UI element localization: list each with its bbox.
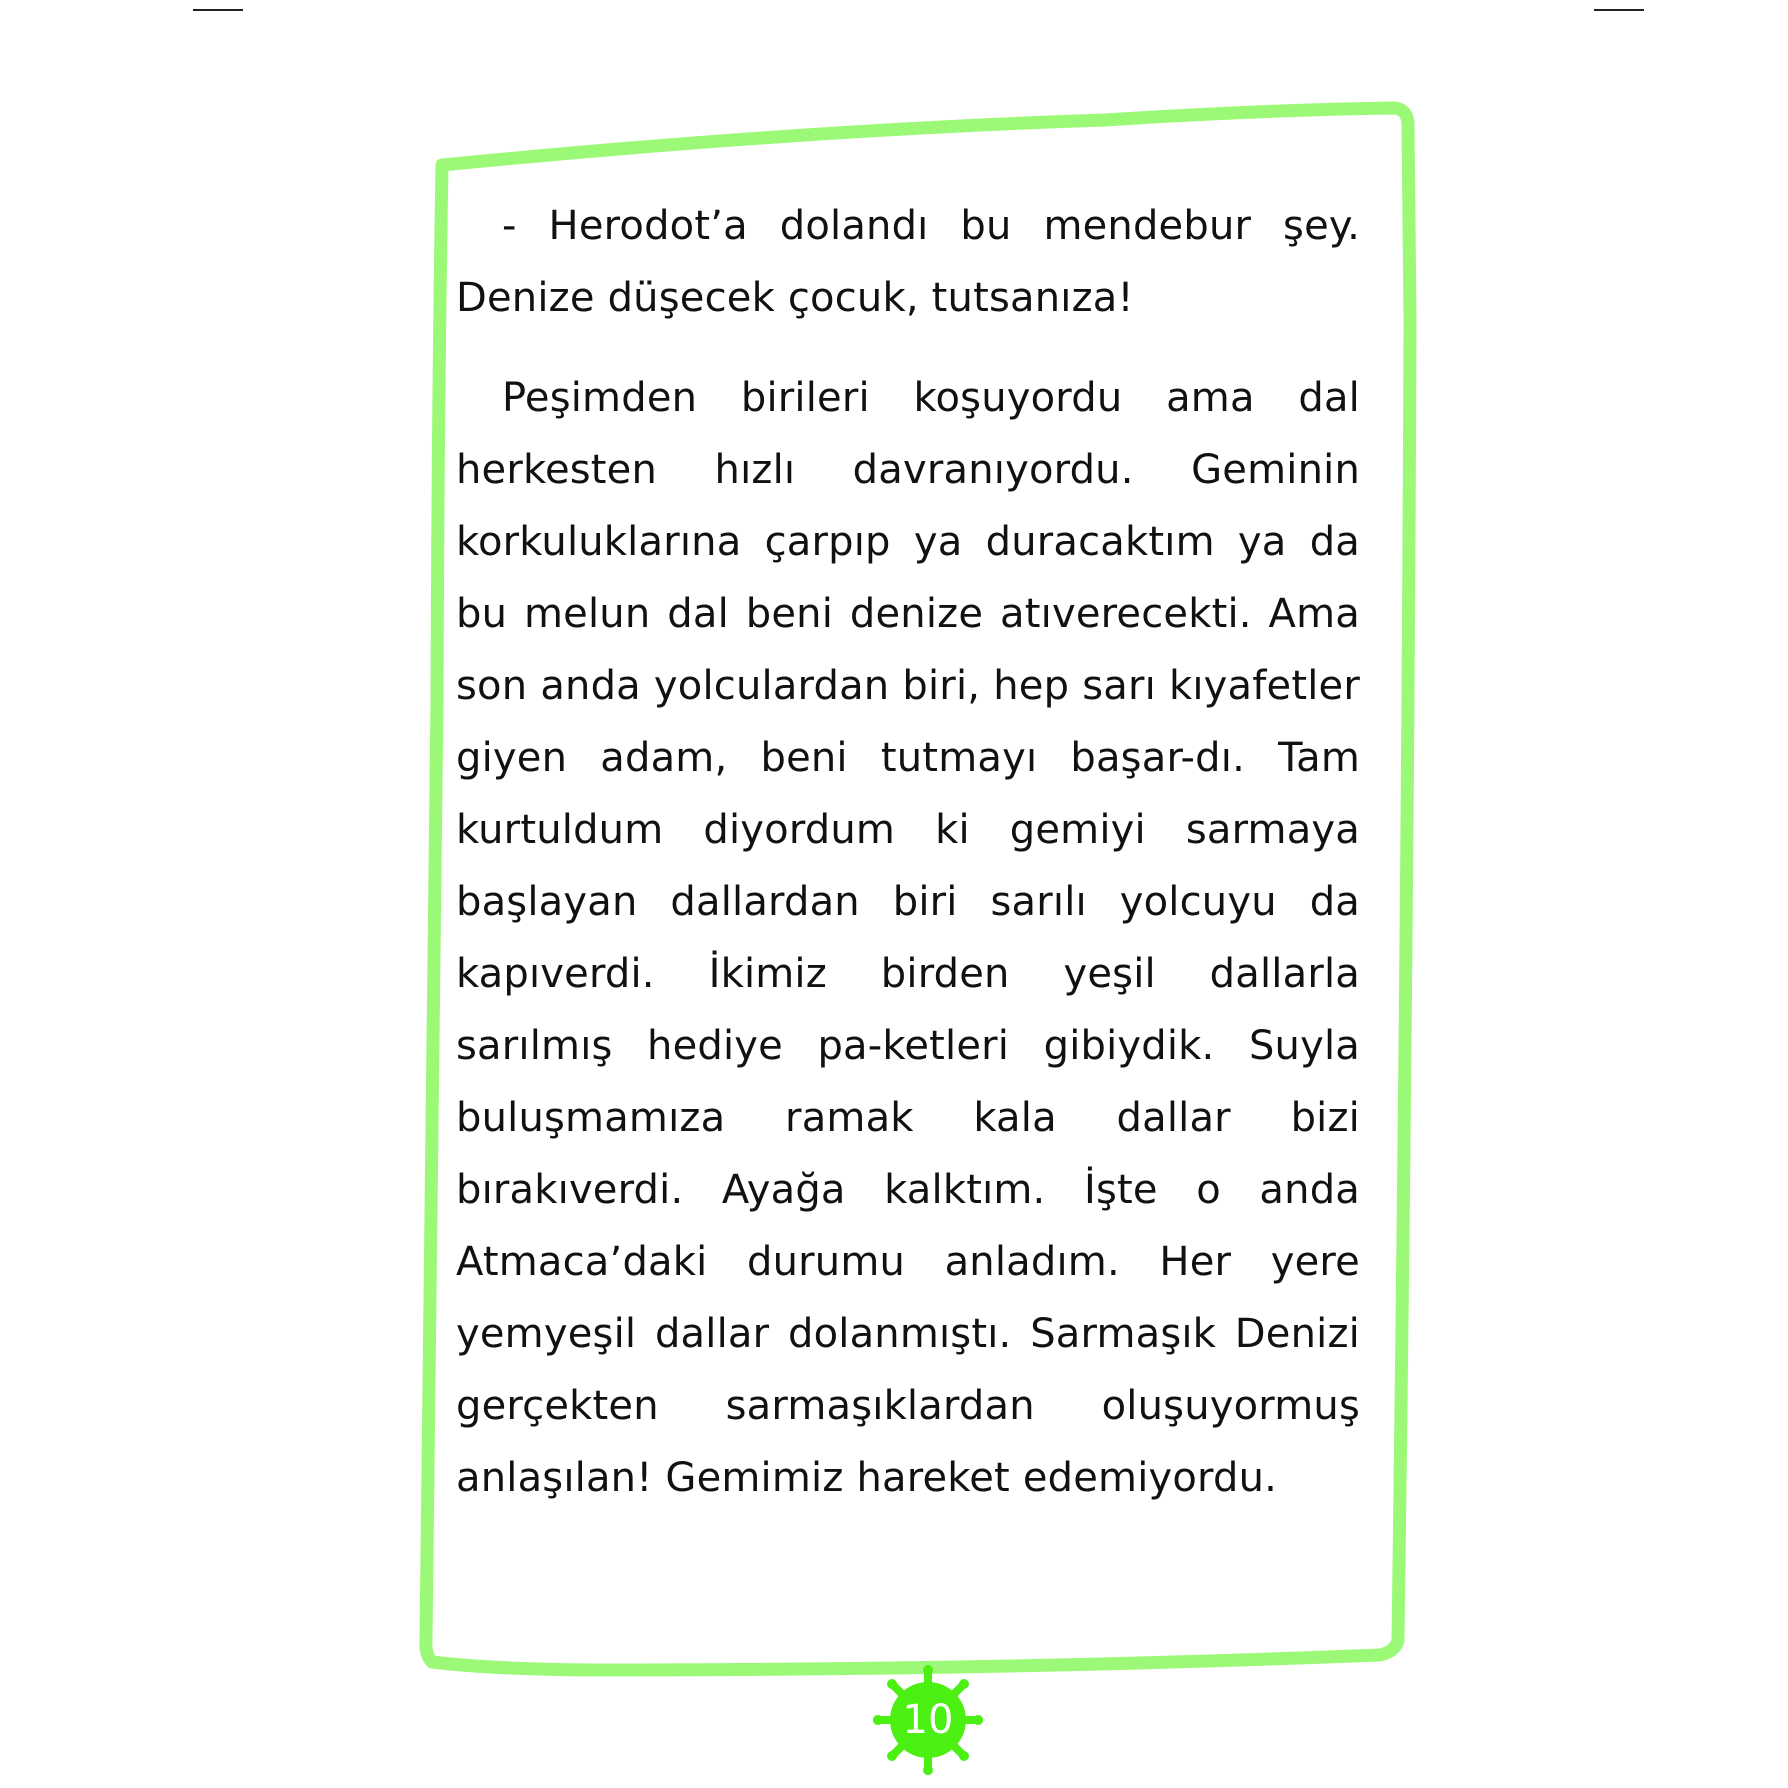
paragraph-dialogue: - Herodot’a dolandı bu mendebur şey. Denize düşecek çocuk, tutsanıza! xyxy=(456,203,1360,321)
story-text xyxy=(456,190,1360,1542)
page-number: 10 xyxy=(902,1697,954,1743)
paragraph-narration: Peşimden birileri koşuyordu ama dal herkesten hızlı davranıyordu. Geminin korkuluklarına çarpıp ya duracaktım ya da bu melun dal beni denize atıverecekti. Ama son anda yolculardan biri, hep sarı kıyafetler giyen adam, beni tutmayı başar-dı. Tam kurtuldum diyordum ki gemiyi sarmaya başlayan dallardan biri sarılı yolcuyu da kapıverdi. İkimiz birden yeşil dallarla sarılmış hediye pa-ketleri gibiydik. Suyla buluşmamıza ramak kala dallar bizi bırakıverdi. Ayağa kalktım. İşte o anda Atmaca’daki durumu anladım. Her yere yemyeşil dallar dolanmıştı. Sarmaşık Denizi gerçekten sarmaşıklardan oluşuyormuş anlaşılan! Gemimiz hareket edemiyordu. xyxy=(456,375,1360,1501)
page-number-badge xyxy=(873,1665,983,1775)
